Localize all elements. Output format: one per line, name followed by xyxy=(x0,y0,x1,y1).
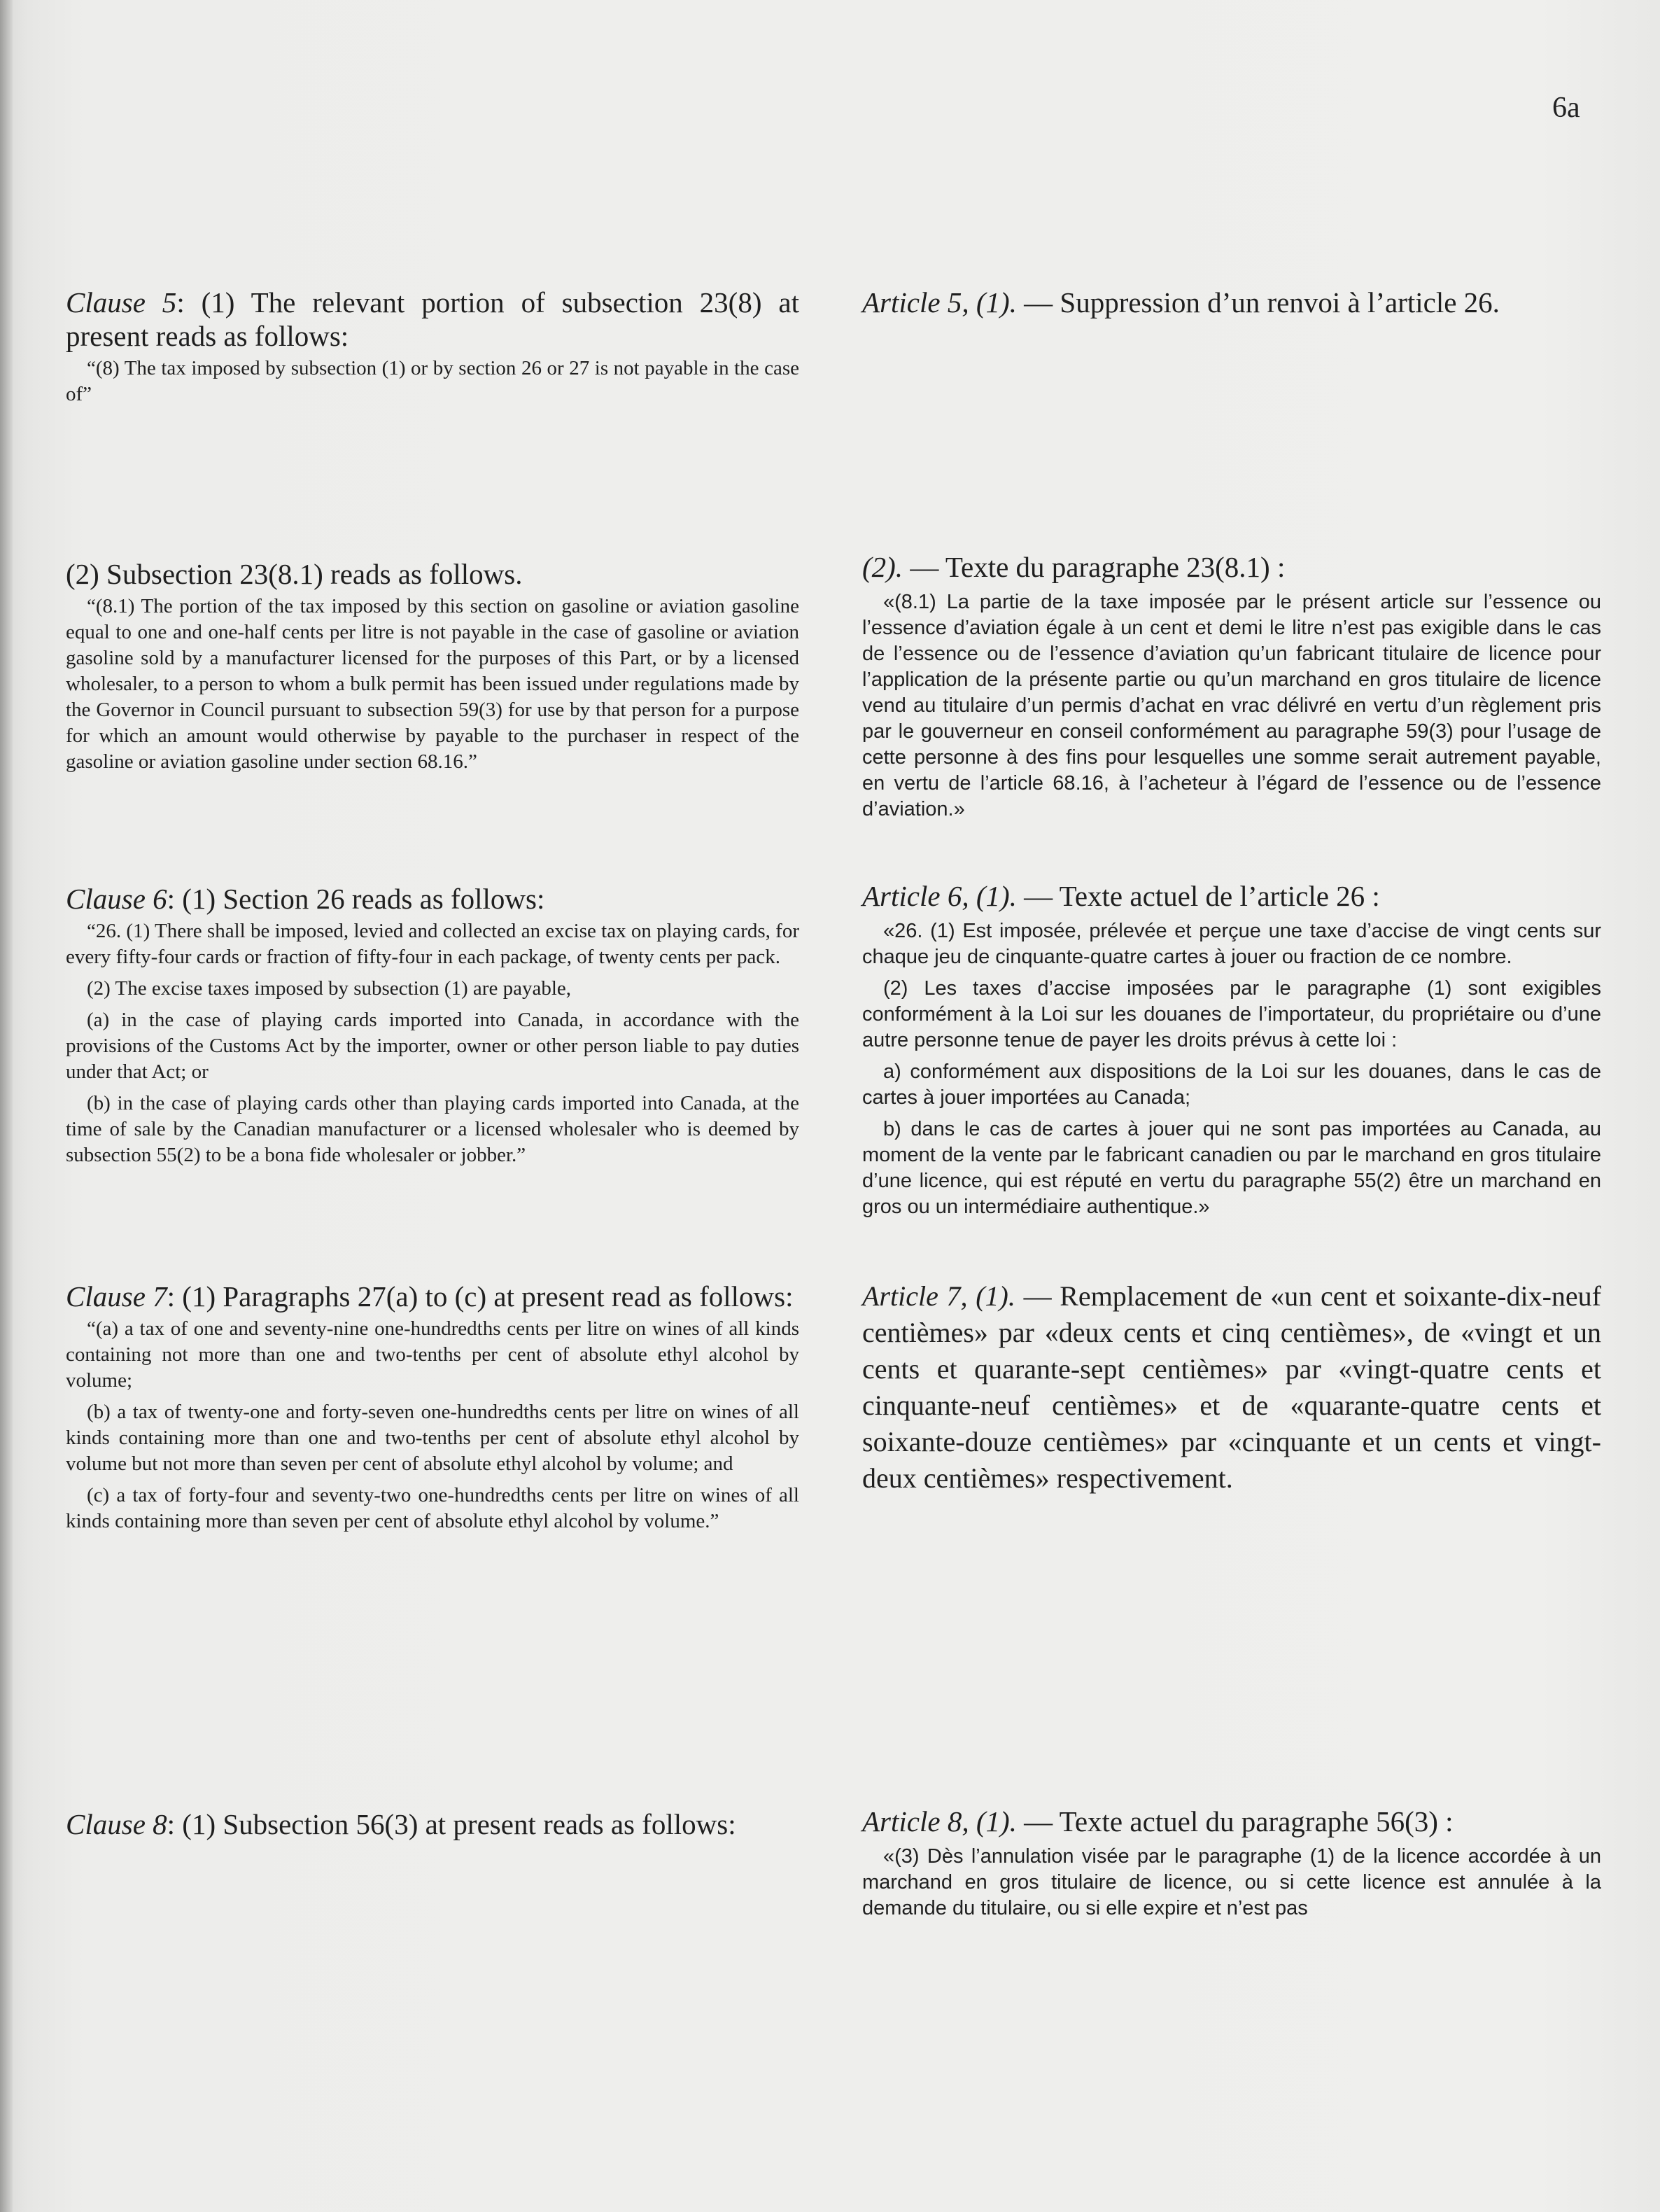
article-7-label: Article 7, (1). xyxy=(862,1280,1015,1312)
clause-8-heading xyxy=(66,1807,799,1841)
article-8-quote-text: «(3) Dès l’annulation visée par le paragraphe (1) de la licence accordée à un marchand en gros titulaire de licence, ou si cette licence est annulée à la demande du titulaire, ou si elle expire et n’est pas xyxy=(862,1845,1601,1919)
article-8-heading xyxy=(862,1805,1601,1838)
clause-6-para-2: (2) The excise taxes imposed by subsection (1) are payable, xyxy=(87,977,572,1000)
article-5-sub2-heading xyxy=(862,550,1601,584)
article-5-sub2-label: (2). xyxy=(862,551,903,583)
clause-6-para-4: (b) in the case of playing cards other than playing cards imported into Canada, at the time of sale by the Canadian manufacturer or a licensed wholesaler who is deemed by subsection 55(2) to be a bona fide wholesaler or jobber.” xyxy=(66,1092,799,1166)
clause-7-note xyxy=(66,1280,799,1540)
clause-5-note xyxy=(66,286,799,413)
clause-6-para-1: “26. (1) There shall be imposed, levied and collected an excise tax on playing cards, for every fifty-four cards or fraction of fifty-four in each package, of twenty cents per pack. xyxy=(66,920,799,968)
clause-7-text: : (1) Paragraphs 27(a) to (c) at present read as follows: xyxy=(167,1280,794,1312)
clause-8-label: Clause 8 xyxy=(66,1808,167,1840)
clause-7-para-c: (c) a tax of forty-four and seventy-two one-hundredths cents per litre on wines of all kinds containing more than seven per cent of absolute ethyl alcohol by volume.” xyxy=(66,1484,799,1532)
article-5-label: Article 5, (1). xyxy=(862,286,1017,318)
clause-6-quote xyxy=(66,918,799,1168)
clause-8-note xyxy=(66,1807,799,1841)
article-6-note xyxy=(862,879,1601,1226)
article-6-para-2: (2) Les taxes d’accise imposées par le paragraphe (1) sont exigibles conformément à la Loi sur les douanes de l’importateur, du propriétaire ou d’une autre personne tenue de payer les droits prévus à cette loi : xyxy=(862,977,1601,1051)
article-5-sub2 xyxy=(862,550,1601,828)
article-6-text: — Texte actuel de l’article 26 : xyxy=(1016,880,1380,912)
article-5-note xyxy=(862,286,1601,319)
clause-6-heading xyxy=(66,882,799,916)
article-5-text: — Suppression d’un renvoi à l’article 26. xyxy=(1016,286,1500,318)
page-number: 6a xyxy=(1552,92,1580,124)
clause-6-label: Clause 6 xyxy=(66,883,167,915)
clause-7-para-a: “(a) a tax of one and seventy-nine one-hundredths cents per litre on wines of all kinds containing not more than one and two-tenths per cent of absolute ethyl alcohol by volume; xyxy=(66,1317,799,1392)
article-8-label: Article 8, (1). xyxy=(862,1805,1017,1837)
clause-6-para-3: (a) in the case of playing cards imported into Canada, in accordance with the provisions of the Customs Act by the importer, owner or other person liable to pay duties under that Act; or xyxy=(66,1009,799,1083)
clause-5-sub2 xyxy=(66,557,799,780)
clause-7-heading xyxy=(66,1280,799,1313)
clause-8-text: : (1) Subsection 56(3) at present reads as follows: xyxy=(167,1808,736,1840)
clause-5-sub2-heading: (2) Subsection 23(8.1) reads as follows. xyxy=(66,558,523,590)
article-5-sub2-text: — Texte du paragraphe 23(8.1) : xyxy=(903,551,1286,583)
clause-5-quote xyxy=(66,356,799,407)
clause-7-quote xyxy=(66,1316,799,1534)
clause-5-text: : (1) The relevant portion of subsection 23(8) at present reads as follows: xyxy=(66,286,799,352)
clause-7-label: Clause 7 xyxy=(66,1280,167,1312)
clause-6-note xyxy=(66,882,799,1174)
article-7-heading xyxy=(862,1278,1601,1497)
page-binding-edge xyxy=(0,0,13,2212)
article-8-note xyxy=(862,1805,1601,1927)
clause-5-heading xyxy=(66,286,799,353)
article-6-heading xyxy=(862,879,1601,913)
clause-5-label: Clause 5 xyxy=(66,286,177,318)
article-8-quote xyxy=(862,1844,1601,1921)
clause-6-text: : (1) Section 26 reads as follows: xyxy=(167,883,545,915)
clause-5-sub2-quote xyxy=(66,594,799,775)
clause-5-quote-text: “(8) The tax imposed by subsection (1) or by section 26 or 27 is not payable in the case of” xyxy=(66,357,799,405)
article-5-heading xyxy=(862,286,1601,319)
clause-5-sub2-quote-text: “(8.1) The portion of the tax imposed by this section on gasoline or aviation gasoline equal to one and one-half cents per litre is not payable in the case of gasoline or aviation gasoline sold by a manufacturer licensed for the purposes of this Part, or by a licensed wholesaler, to a person to whom a bulk permit has been issued under regulations made by the Governor in Council pursuant to subsection 59(3) for use by that person for a purpose for which an amount would otherwise by payable to the purchaser in respect of the gasoline or aviation gasoline under section 68.16.” xyxy=(66,595,799,773)
article-7-text: — Remplacement de «un cent et soixante-dix-neuf centièmes» par «deux cents et cinq centièmes», de «vingt et un cents et quarante-sept centièmes» par «vingt-quatre cents et cinquante-neuf centièmes» et de «quarante-quatre cents et soixante-douze centièmes» par «cinquante et un cents et vingt-deux centièmes» respectivement. xyxy=(862,1280,1601,1494)
article-5-sub2-quote-text: «(8.1) La partie de la taxe imposée par le présent article sur l’essence ou l’essence d’aviation égale à un cent et demi le litre n’est pas exigible dans le cas de l’essence ou de l’essence d’aviation qu’un fabricant titulaire de licence pour l’application de la présente partie ou qu’un marchand en gros titulaire de licence vend au titulaire d’un permis d’achat en vrac délivré en vertu d’un règlement pris par le gouverneur en conseil conformément au paragraphe 59(3) pour l’usage de cette personne à des fins pour lesquelles une somme serait autrement payable, en vertu de l’article 68.16, à l’acheteur à l’égard de l’essence ou de l’essence d’aviation.» xyxy=(862,591,1601,820)
article-8-text: — Texte actuel du paragraphe 56(3) : xyxy=(1016,1805,1454,1837)
article-6-label: Article 6, (1). xyxy=(862,880,1017,912)
article-5-sub2-quote xyxy=(862,589,1601,822)
article-6-quote xyxy=(862,918,1601,1220)
article-6-para-a: a) conformément aux dispositions de la Loi sur les douanes, dans le cas de cartes à jouer importées au Canada; xyxy=(862,1060,1601,1109)
article-7-note xyxy=(862,1278,1601,1497)
article-6-para-1: «26. (1) Est imposée, prélevée et perçue une taxe d’accise de vingt cents sur chaque jeu de cinquante-quatre cartes à jouer ou fraction de ce nombre. xyxy=(862,920,1601,968)
clause-7-para-b: (b) a tax of twenty-one and forty-seven one-hundredths cents per litre on wines of all kinds containing more than one and two-tenths per cent of absolute ethyl alcohol by volume but not more than seven per cent of absolute ethyl alcohol by volume; and xyxy=(66,1401,799,1475)
article-6-para-b: b) dans le cas de cartes à jouer qui ne sont pas importées au Canada, au moment de la vente par le fabricant canadien ou par le marchand en gros titulaire d’une licence, qui est réputé en vertu du paragraphe 55(2) être un marchand en gros ou un intermédiaire authentique.» xyxy=(862,1118,1601,1218)
